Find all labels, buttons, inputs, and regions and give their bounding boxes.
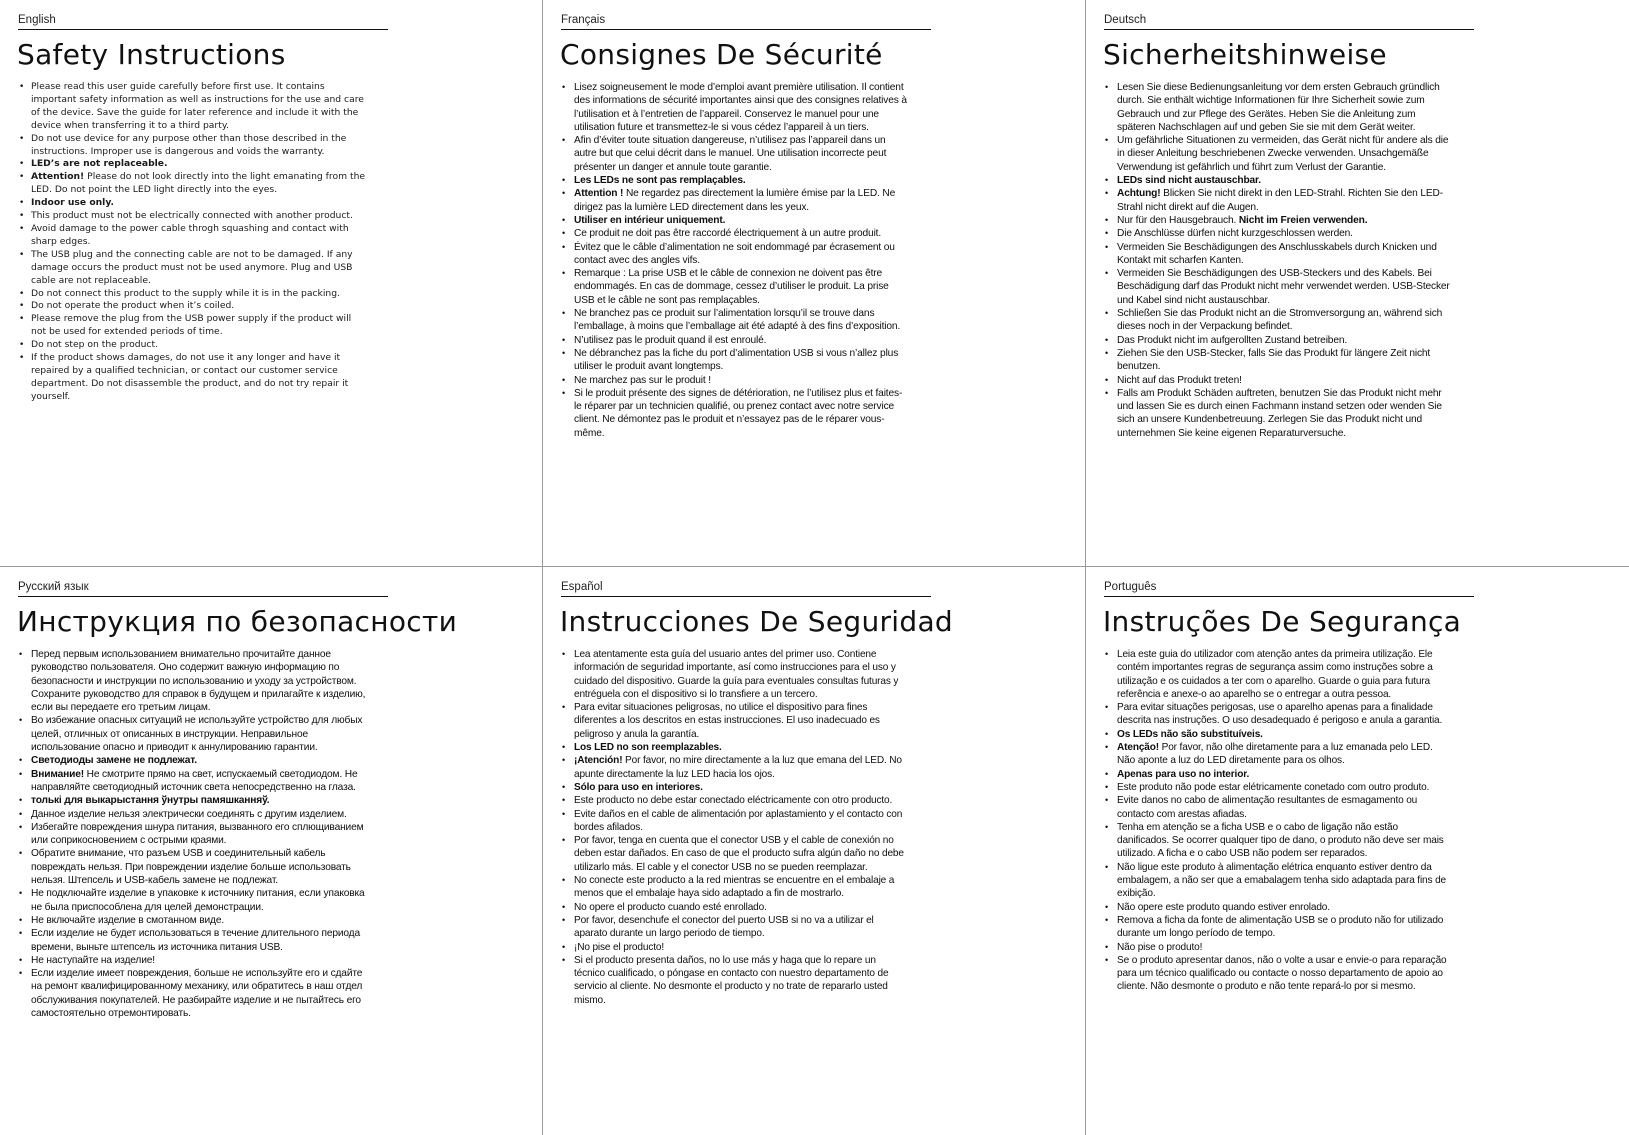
- instruction-item: [1117, 941, 1452, 954]
- instruction-item: [1117, 227, 1452, 240]
- instruction-text: Para evitar situaciones peligrosas, no utilice el dispositivo para fines diferentes a los descritos en estas instrucciones. El uso inadecuado es peligroso y anula la garantía.: [574, 702, 880, 740]
- instruction-item: [574, 374, 909, 387]
- instruction-item: [31, 158, 366, 171]
- instruction-item: [1117, 241, 1452, 268]
- instruction-item: [31, 197, 366, 210]
- instruction-text: Перед первым использованием внимательно прочитайте данное руководство пользователя. Оно содержит важную информацию по безопасности и инструкции по использованию и уходу за устройством. Сохраните руководство для справок в будущем и прилагайте к изделию, если вы передаете его третьим лицам.: [31, 649, 366, 714]
- instruction-item: [574, 701, 909, 741]
- instruction-text: Не смотрите прямо на свет, испускаемый светодиодом. Не направляйте светодиодный источник света непосредственно на глаза.: [31, 768, 358, 793]
- instruction-text: Não ligue este produto à alimentação elétrica enquanto estiver dentro da embalagem, a não ser que a emabalagem tenha sido adaptada para fins de exibição.: [1117, 861, 1446, 900]
- instruction-text: Не включайте изделие в смотанном виде.: [31, 914, 225, 926]
- instruction-item: [1117, 901, 1452, 914]
- instruction-text: Este produto não pode estar elétricamente conetado com outro produto.: [1117, 781, 1430, 793]
- language-label: English: [18, 13, 388, 30]
- instruction-emphasis: LEDs sind nicht austauschbar.: [1117, 175, 1261, 187]
- instruction-text: This product must not be electrically connected with another product.: [31, 210, 353, 222]
- instruction-item: [31, 821, 366, 848]
- panel-french: [543, 0, 1086, 567]
- instruction-list: [1104, 81, 1452, 440]
- language-label: Deutsch: [1104, 13, 1474, 30]
- instruction-item: [574, 241, 909, 268]
- instruction-text: Tenha em atenção se a ficha USB e o cabo de ligação não estão danificados. Se ocorrer qualquer tipo de dano, o produto não deve ser mais utilizado. A ficha e o cabo USB não podem ser reparados.: [1117, 821, 1444, 860]
- section-title: Instruções De Segurança: [1103, 605, 1462, 638]
- instruction-item: [574, 307, 909, 334]
- instruction-text: Если изделие имеет повреждения, больше не используйте его и сдайте на ремонт квалифицированному механику, или обратитесь в наш отдел обслуживания покупателей. Не разбирайте изделие и не пытайтесь его самостоятельно отремонтировать.: [31, 968, 363, 1020]
- panel-spanish: [543, 567, 1086, 1135]
- instruction-item: [574, 834, 909, 874]
- section-title: Safety Instructions: [17, 38, 286, 71]
- instruction-text: Nur für den Hausgebrauch.: [1117, 214, 1239, 226]
- instruction-text: Please read this user guide carefully before first use. It contains important safety information as well as instructions for the use and care of the device. Save the guide for later reference and include it with the device when transferring it to a third party.: [31, 81, 364, 131]
- instruction-text: Schließen Sie das Produkt nicht an die Stromversorgung an, während sich dieses noch in der Verpackung befindet.: [1117, 308, 1443, 333]
- instruction-item: [31, 794, 366, 807]
- panel-english: [0, 0, 543, 567]
- instruction-text: Remarque : La prise USB et le câble de connexion ne doivent pas être endommagés. En cas de dommage, cessez d’utiliser le produit. La prise USB et le câble ne sont pas remplaçables.: [574, 268, 889, 306]
- instruction-text: Leia este guia do utilizador com atenção antes da primeira utilização. Ele contém importantes regras de segurança assim como instruções sobre a utilização e os cuidados a ter com o aparelho. Guarde o guia para futura referência e anexe-o ao aparelho se o entregar a outra pessoa.: [1117, 649, 1433, 700]
- instruction-item: [1117, 267, 1452, 307]
- instruction-item: [574, 347, 909, 374]
- instruction-emphasis: Indoor use only.: [31, 197, 114, 209]
- instruction-item: [1117, 347, 1452, 374]
- instruction-list: [18, 81, 366, 404]
- instruction-item: [31, 313, 366, 339]
- instruction-item: [31, 927, 366, 954]
- instruction-emphasis: Светодиоды замене не подлежат.: [31, 755, 197, 767]
- instruction-text: Избегайте повреждения шнура питания, вызванного его сплющиванием или соприкосновением с острыми краями.: [31, 821, 364, 847]
- instruction-item: [31, 648, 366, 714]
- instruction-item: [1117, 174, 1452, 187]
- instruction-item: [574, 808, 909, 835]
- instruction-emphasis: Sólo para uso en interiores.: [574, 781, 703, 793]
- instruction-item: [31, 249, 366, 288]
- instruction-item: [574, 794, 909, 807]
- instruction-text: Remova a ficha da fonte de alimentação USB se o produto não for utilizado durante um longo período de tempo.: [1117, 914, 1444, 940]
- language-label: Français: [561, 13, 931, 30]
- instruction-text: Nicht auf das Produkt treten!: [1117, 374, 1242, 386]
- instruction-item: [31, 808, 366, 821]
- instruction-item: [31, 914, 366, 927]
- instruction-list: [1104, 648, 1452, 994]
- instruction-item: [574, 334, 909, 347]
- instruction-text: Данное изделие нельзя электрически соединять с другим изделием.: [31, 808, 347, 820]
- instruction-item: [31, 223, 366, 249]
- instruction-item: [1117, 81, 1452, 134]
- instruction-text: Das Produkt nicht im aufgerollten Zustand betreiben.: [1117, 334, 1348, 346]
- instruction-emphasis: Atenção!: [1117, 742, 1159, 754]
- instruction-item: [1117, 794, 1452, 821]
- instruction-item: [574, 874, 909, 901]
- instruction-text: Ne regardez pas directement la lumière émise par la LED. Ne dirigez pas la lumière LED directement dans les yeux.: [574, 188, 896, 213]
- instruction-item: [574, 754, 909, 781]
- instruction-emphasis: Внимание!: [31, 768, 84, 780]
- instruction-text: Ziehen Sie den USB-Stecker, falls Sie das Produkt für längere Zeit nicht benutzen.: [1117, 347, 1431, 373]
- instruction-emphasis: LED’s are not replaceable.: [31, 158, 168, 170]
- instruction-emphasis: Les LEDs ne sont pas remplaçables.: [574, 175, 746, 187]
- instruction-item: [574, 214, 909, 227]
- language-label: Español: [561, 580, 931, 597]
- instruction-item: [31, 847, 366, 887]
- instruction-item: [574, 648, 909, 701]
- instruction-text: Por favor, no mire directamente a la luz que emana del LED. No apunte directamente la luz LED hacia los ojos.: [574, 755, 902, 780]
- section-title: Consignes De Sécurité: [560, 38, 883, 71]
- instruction-item: [1117, 214, 1452, 227]
- instruction-text: Lea atentamente esta guía del usuario antes del primer uso. Contiene información de seguridad importante, así como instrucciones para el uso y cuidado del dispositivo. Guarde la guía para eventuales consultas futuras y entréguela con el dispositivo si lo transfiere a un tercero.: [574, 649, 899, 700]
- instruction-text: Vermeiden Sie Beschädigungen des Anschlusskabels durch Knicken und Kontakt mit scharfen Kanten.: [1117, 241, 1437, 266]
- instruction-item: [574, 187, 909, 214]
- instruction-text: Se o produto apresentar danos, não o volte a usar e envie-o para reparação para um técnico qualificado ou contacte o nosso departamento de apoio ao cliente. Não desmonte o produto e não tente repará-lo por si mesmo.: [1117, 954, 1447, 993]
- instruction-item: [574, 134, 909, 174]
- instruction-item: [31, 352, 366, 404]
- instruction-item: [31, 133, 366, 159]
- instruction-item: [1117, 134, 1452, 174]
- instruction-item: [574, 941, 909, 954]
- instruction-item: [1117, 334, 1452, 347]
- instruction-item: [574, 387, 909, 440]
- instruction-text: Évitez que le câble d’alimentation ne soit endommagé par écrasement ou contact avec des angles vifs.: [574, 241, 895, 266]
- language-label: Português: [1104, 580, 1474, 597]
- instruction-text: Ne débranchez pas la fiche du port d’alimentation USB si vous n’allez plus utiliser le produit avant longtemps.: [574, 347, 899, 373]
- instruction-item: [574, 174, 909, 187]
- instruction-item: [31, 300, 366, 313]
- instruction-item: [31, 210, 366, 223]
- instruction-emphasis: Apenas para uso no interior.: [1117, 768, 1250, 780]
- instruction-list: [561, 81, 909, 440]
- instruction-item: [1117, 387, 1452, 440]
- instruction-text: Please do not look directly into the light emanating from the LED. Do not point the LED light directly into the eyes.: [31, 171, 366, 196]
- panel-german: [1086, 0, 1629, 567]
- instruction-item: [1117, 741, 1452, 768]
- instruction-list: [561, 648, 909, 1007]
- instruction-item: [1117, 307, 1452, 334]
- instruction-text: Lisez soigneusement le mode d’emploi avant première utilisation. Il contient des informations de sécurité importantes ainsi que des consignes relatives à l’utilisation et à l’entretien de l’appareil. Conservez le manuel pour une utilisation future et transmettez-le si vous cédez l’appareil à un tiers.: [574, 82, 907, 133]
- instruction-item: [574, 901, 909, 914]
- instruction-text: Este producto no debe estar conectado eléctricamente con otro producto.: [574, 795, 893, 807]
- instruction-text: Blicken Sie nicht direkt in den LED-Strahl. Richten Sie den LED-Strahl nicht direkt auf die Augen.: [1117, 188, 1443, 213]
- instruction-text: No opere el producto cuando esté enrollado.: [574, 901, 767, 913]
- instruction-item: [31, 768, 366, 795]
- instruction-text: Если изделие не будет использоваться в течение длительного периода времени, выньте штепсель из источника питания USB.: [31, 928, 360, 953]
- instruction-emphasis: Attention!: [31, 171, 85, 183]
- instruction-text: Por favor, não olhe diretamente para a luz emanada pelo LED. Não aponte a luz do LED diretamente para os olhos.: [1117, 742, 1433, 767]
- instruction-text: Ne marchez pas sur le produit !: [574, 374, 711, 386]
- instruction-text: Не подключайте изделие в упаковке к источнику питания, если упаковка не была приспособлена для целей демонстрации.: [31, 888, 365, 913]
- instruction-text: No conecte este producto a la red mientras se encuentre en el embalaje a menos que el embalaje haya sido adaptado a fin de mostrarlo.: [574, 875, 895, 900]
- instruction-list: [18, 648, 366, 1020]
- instruction-text: Não opere este produto quando estiver enrolado.: [1117, 901, 1330, 913]
- section-title: Instrucciones De Seguridad: [560, 605, 953, 638]
- section-title: Инструкция по безопасности: [17, 605, 458, 638]
- instruction-item: [31, 954, 366, 967]
- instruction-text: Falls am Produkt Schäden auftreten, benutzen Sie das Produkt nicht mehr und lassen Sie es durch einen Fachmann instand setzen oder wenden Sie sich an unsere Kundenbetreuung. Zerlegen Sie das Produkt nicht und unternehmen Sie keine eigenen Reparaturversuche.: [1117, 387, 1442, 439]
- instruction-text: Vermeiden Sie Beschädigungen des USB-Steckers und des Kabels. Bei Beschädigung darf das Produkt nicht mehr verwendet werden. USB-Stecker und Kabel sind nicht austauschbar.: [1117, 268, 1450, 306]
- instruction-item: [31, 754, 366, 767]
- instruction-item: [1117, 781, 1452, 794]
- instruction-item: [1117, 701, 1452, 728]
- instruction-text: Не наступайте на изделие!: [31, 954, 155, 966]
- instruction-text: Si le produit présente des signes de détérioration, ne l’utilisez plus et faites-le réparer par un technicien qualifié, ou prenez contact avec notre service client. Ne démontez pas le produit et n’essayez pas de le réparer vous-même.: [574, 387, 903, 439]
- instruction-text: Do not use device for any purpose other than those described in the instructions. Improper use is dangerous and voids the warranty.: [31, 132, 347, 157]
- instruction-text: N’utilisez pas le produit quand il est enroulé.: [574, 334, 767, 346]
- instruction-emphasis: Utiliser en intérieur uniquement.: [574, 214, 726, 226]
- instruction-text: Do not connect this product to the supply while it is in the packing.: [31, 287, 341, 299]
- instruction-item: [1117, 768, 1452, 781]
- instruction-text: Evite daños en el cable de alimentación por aplastamiento y el contacto con bordes afilados.: [574, 808, 903, 833]
- instruction-item: [574, 227, 909, 240]
- instruction-emphasis: Attention !: [574, 188, 624, 200]
- instruction-text: Die Anschlüsse dürfen nicht kurzgeschlossen werden.: [1117, 228, 1353, 240]
- instruction-text: Por favor, desenchufe el conector del puerto USB si no va a utilizar el aparato durante un largo periodo de tiempo.: [574, 914, 874, 940]
- instruction-emphasis: Los LED no son reemplazables.: [574, 742, 722, 754]
- instruction-item: [1117, 728, 1452, 741]
- instruction-emphasis: Os LEDs não são substituíveis.: [1117, 728, 1263, 740]
- instruction-text: Please remove the plug from the USB power supply if the product will not be used for extended periods of time.: [31, 313, 352, 338]
- instruction-item: [1117, 821, 1452, 861]
- instruction-text: Afin d’éviter toute situation dangereuse, n’utilisez pas l’appareil dans un autre but que celui décrit dans le manuel. Une utilisation incorrecte peut présenter un danger et annule toute garantie.: [574, 135, 887, 173]
- instruction-text: Ce produit ne doit pas être raccordé électriquement à un autre produit.: [574, 228, 882, 240]
- instruction-text: Evite danos no cabo de alimentação resultantes de esmagamento ou contacto com arestas afiadas.: [1117, 795, 1418, 820]
- instruction-item: [31, 81, 366, 133]
- instruction-item: [31, 714, 366, 754]
- instruction-item: [1117, 374, 1452, 387]
- instruction-text: Lesen Sie diese Bedienungsanleitung vor dem ersten Gebrauch gründlich durch. Sie enthält wichtige Informationen für Ihre Sicherheit sowie zum Gebrauch und zur Pflege des Gerätes. Heben Sie die Anleitung zum späteren Nachschlagen auf und geben Sie sie mit dem Gerät weiter.: [1117, 82, 1440, 133]
- instruction-item: [31, 887, 366, 914]
- instruction-text: Si el producto presenta daños, no lo use más y haga que lo repare un técnico cualificado, o póngase en contacto con nuestro departamento de servicio al cliente. No desmonte el producto y no trate de repararlo usted mismo.: [574, 954, 889, 1006]
- instruction-text: Não pise o produto!: [1117, 941, 1203, 953]
- panel-russian: [0, 567, 543, 1135]
- section-title: Sicherheitshinweise: [1103, 38, 1387, 71]
- instruction-item: [574, 914, 909, 941]
- instruction-item: [31, 288, 366, 301]
- instruction-item: [1117, 954, 1452, 994]
- instruction-text: Во избежание опасных ситуаций не используйте устройство для любых целей, отличных от описанных в инструкции. Неправильное использование опасно и приводит к аннулированию гарантии.: [31, 715, 363, 754]
- instruction-text: ¡No pise el producto!: [574, 941, 664, 953]
- instruction-text: Ne branchez pas ce produit sur l’alimentation lorsqu’il se trouve dans l’emballage, à moins que l’emballage ait été adapté à des fins d’exposition.: [574, 308, 901, 333]
- instruction-item: [574, 781, 909, 794]
- instruction-text: Para evitar situações perigosas, use o aparelho apenas para a finalidade descrita nas instruções. O uso desadequado é perigoso e anula a garantia.: [1117, 702, 1443, 727]
- instruction-item: [1117, 914, 1452, 941]
- language-label: Русский язык: [18, 580, 388, 597]
- instruction-item: [31, 171, 366, 197]
- instruction-item: [1117, 861, 1452, 901]
- instruction-item: [31, 339, 366, 352]
- instruction-emphasis: толькі для выкарыстання ўнутры памяшканняў.: [31, 795, 270, 807]
- instruction-text: Um gefährliche Situationen zu vermeiden, das Gerät nicht für andere als die in dieser Anleitung beschriebenen Zwecke verwenden. Unsachgemäße Verwendung ist gefährlich und führt zum Verlust der Garantie.: [1117, 135, 1449, 173]
- instruction-item: [1117, 187, 1452, 214]
- instruction-item: [31, 967, 366, 1020]
- instruction-item: [574, 741, 909, 754]
- panel-portuguese: [1086, 567, 1629, 1135]
- instruction-text: The USB plug and the connecting cable are not to be damaged. If any damage occurs the product must not be used anymore. Plug and USB cable are not replaceable.: [31, 248, 353, 286]
- instruction-emphasis: Nicht im Freien verwenden.: [1238, 214, 1368, 226]
- instruction-text: Do not operate the product when it’s coiled.: [31, 300, 235, 312]
- instruction-emphasis: Achtung!: [1117, 188, 1161, 200]
- instruction-text: Avoid damage to the power cable throgh squashing and contact with sharp edges.: [31, 222, 349, 247]
- instruction-item: [574, 81, 909, 134]
- instruction-item: [574, 954, 909, 1007]
- instruction-text: If the product shows damages, do not use it any longer and have it repaired by a qualified technician, or contact our customer service department. Do not disassemble the product, and do not try repair it yourself.: [31, 352, 349, 402]
- instruction-emphasis: ¡Atención!: [574, 755, 623, 767]
- instruction-item: [574, 267, 909, 307]
- instruction-text: Por favor, tenga en cuenta que el conector USB y el cable de conexión no deben estar dañados. En caso de que el producto sufra algún daño no debe utilizarlo más. El cable y el conector USB no se pueden reemplazar.: [574, 835, 904, 873]
- instruction-item: [1117, 648, 1452, 701]
- instruction-text: Do not step on the product.: [31, 339, 158, 351]
- instruction-text: Обратите внимание, что разъем USB и соединительный кабель повреждать нельзя. При повреждении изделие больше использовать нельзя. Штепсель и USB-кабель замене не подлежат.: [31, 848, 351, 887]
